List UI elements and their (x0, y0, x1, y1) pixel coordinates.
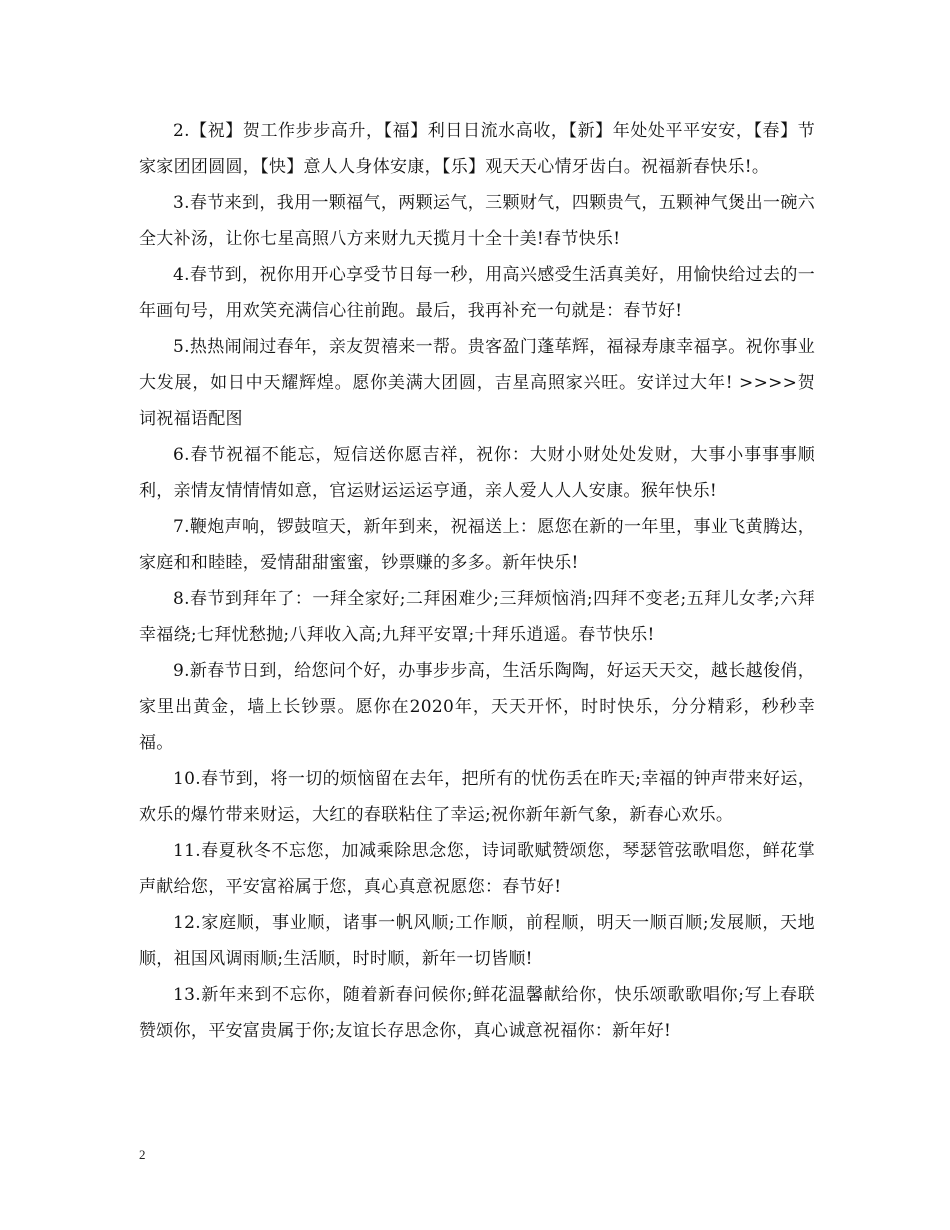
document-body (139, 113, 815, 1049)
paragraph-7: 7.鞭炮声响，锣鼓喧天，新年到来，祝福送上：愿您在新的一年里，事业飞黄腾达，家庭和和睦睦，爱情甜甜蜜蜜，钞票赚的多多。新年快乐! (139, 517, 815, 573)
paragraph-3: 3.春节来到，我用一颗福气，两颗运气，三颗财气，四颗贵气，五颗神气煲出一碗六全大补汤，让你七星高照八方来财九天揽月十全十美!春节快乐! (139, 193, 815, 249)
paragraph-2: 2.【祝】贺工作步步高升，【福】利日日流水高收，【新】年处处平平安安，【春】节家家团团圆圆，【快】意人人身体安康，【乐】观天天心情牙齿白。祝福新春快乐!。 (139, 121, 815, 177)
paragraph-12: 12.家庭顺，事业顺，诸事一帆风顺;工作顺，前程顺，明天一顺百顺;发展顺，天地顺，祖国风调雨顺;生活顺，时时顺，新年一切皆顺! (139, 913, 815, 969)
page-number: 2 (139, 1147, 146, 1162)
paragraph-9: 9.新春节日到，给您问个好，办事步步高，生活乐陶陶，好运天天交，越长越俊俏，家里出黄金，墙上长钞票。愿你在2020年，天天开怀，时时快乐，分分精彩，秒秒幸福。 (139, 661, 815, 753)
paragraph-11: 11.春夏秋冬不忘您，加减乘除思念您，诗词歌赋赞颂您，琴瑟管弦歌唱您，鲜花掌声献给您，平安富裕属于您，真心真意祝愿您：春节好! (139, 841, 815, 897)
paragraph-8: 8.春节到拜年了：一拜全家好;二拜困难少;三拜烦恼消;四拜不变老;五拜儿女孝;六拜幸福绕;七拜忧愁抛;八拜收入高;九拜平安罩;十拜乐逍遥。春节快乐! (139, 589, 815, 645)
paragraph-5: 5.热热闹闹过春年，亲友贺禧来一帮。贵客盈门蓬荜辉，福禄寿康幸福享。祝你事业大发展，如日中天耀辉煌。愿你美满大团圆，吉星高照家兴旺。安详过大年! >>>>贺词祝福语配图 (139, 337, 815, 429)
paragraph-10: 10.春节到，将一切的烦恼留在去年，把所有的忧伤丢在昨天;幸福的钟声带来好运，欢乐的爆竹带来财运，大红的春联粘住了幸运;祝你新年新气象，新春心欢乐。 (139, 769, 815, 825)
paragraph-6: 6.春节祝福不能忘，短信送你愿吉祥，祝你：大财小财处处发财，大事小事事事顺利，亲情友情情情如意，官运财运运运亨通，亲人爱人人人安康。猴年快乐! (139, 445, 815, 501)
paragraph-4: 4.春节到，祝你用开心享受节日每一秒，用高兴感受生活真美好，用愉快给过去的一年画句号，用欢笑充满信心往前跑。最后，我再补充一句就是：春节好! (139, 265, 815, 321)
paragraph-13: 13.新年来到不忘你，随着新春问候你;鲜花温馨献给你，快乐颂歌歌唱你;写上春联赞颂你，平安富贵属于你;友谊长存思念你，真心诚意祝福你：新年好! (139, 985, 815, 1041)
